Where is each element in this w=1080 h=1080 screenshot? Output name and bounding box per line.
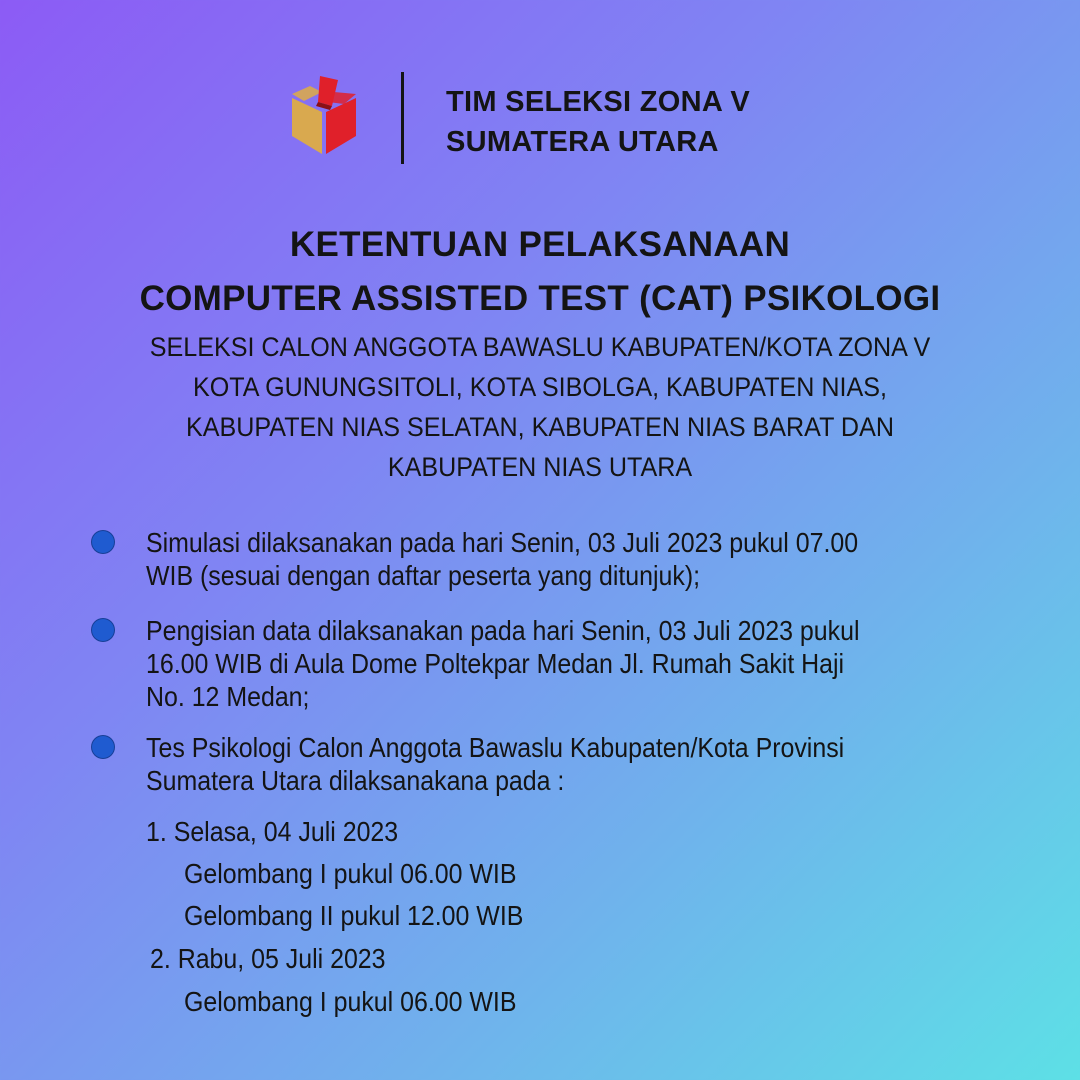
title-line2: COMPUTER ASSISTED TEST (CAT) PSIKOLOGI xyxy=(139,279,941,318)
schedule-wave: Gelombang I pukul 06.00 WIB xyxy=(184,858,517,889)
list-item-text: Sumatera Utara dilaksanakana pada : xyxy=(146,765,565,796)
org-name-line1: TIM SELEKSI ZONA V xyxy=(446,86,751,118)
list-item-text: WIB (sesuai dengan daftar peserta yang ditunjuk); xyxy=(146,560,701,591)
bullet-dot-icon xyxy=(92,736,114,758)
list-item-text: No. 12 Medan; xyxy=(146,681,310,712)
title-line1: KETENTUAN PELAKSANAAN xyxy=(289,225,791,264)
page-subtitle xyxy=(38,327,1042,487)
list-item xyxy=(146,614,1080,713)
schedule-wave: Gelombang I pukul 06.00 WIB xyxy=(184,986,517,1017)
bullet-dot-icon xyxy=(92,531,114,553)
subtitle-line: KABUPATEN NIAS UTARA xyxy=(387,452,693,482)
list-item-text: Simulasi dilaksanakan pada hari Senin, 03 Juli 2023 pukul 07.00 xyxy=(146,527,859,558)
schedule-day: 2. Rabu, 05 Juli 2023 xyxy=(150,943,386,974)
schedule-day: 1. Selasa, 04 Juli 2023 xyxy=(146,816,399,847)
list-item-text: 16.00 WIB di Aula Dome Poltekpar Medan Jl. Rumah Sakit Haji xyxy=(146,648,845,679)
list-item xyxy=(146,526,1080,592)
header xyxy=(288,68,808,168)
schedule-wave: Gelombang II pukul 12.00 WIB xyxy=(184,900,524,931)
subtitle-line: KOTA GUNUNGSITOLI, KOTA SIBOLGA, KABUPATEN NIAS, xyxy=(193,372,887,402)
list-item-text: Pengisian data dilaksanakan pada hari Senin, 03 Juli 2023 pukul xyxy=(146,615,860,646)
list-item-text: Tes Psikologi Calon Anggota Bawaslu Kabupaten/Kota Provinsi xyxy=(146,732,845,763)
page-title xyxy=(0,218,1080,326)
org-name-line2: SUMATERA UTARA xyxy=(446,126,719,158)
subtitle-line: KABUPATEN NIAS SELATAN, KABUPATEN NIAS BARAT DAN xyxy=(186,412,894,442)
org-name xyxy=(446,82,750,162)
bawaslu-logo-icon xyxy=(288,74,360,156)
subtitle-line: SELEKSI CALON ANGGOTA BAWASLU KABUPATEN/KOTA ZONA V xyxy=(149,332,931,362)
bullet-dot-icon xyxy=(92,619,114,641)
list-item xyxy=(146,731,1080,797)
header-divider xyxy=(401,72,404,164)
